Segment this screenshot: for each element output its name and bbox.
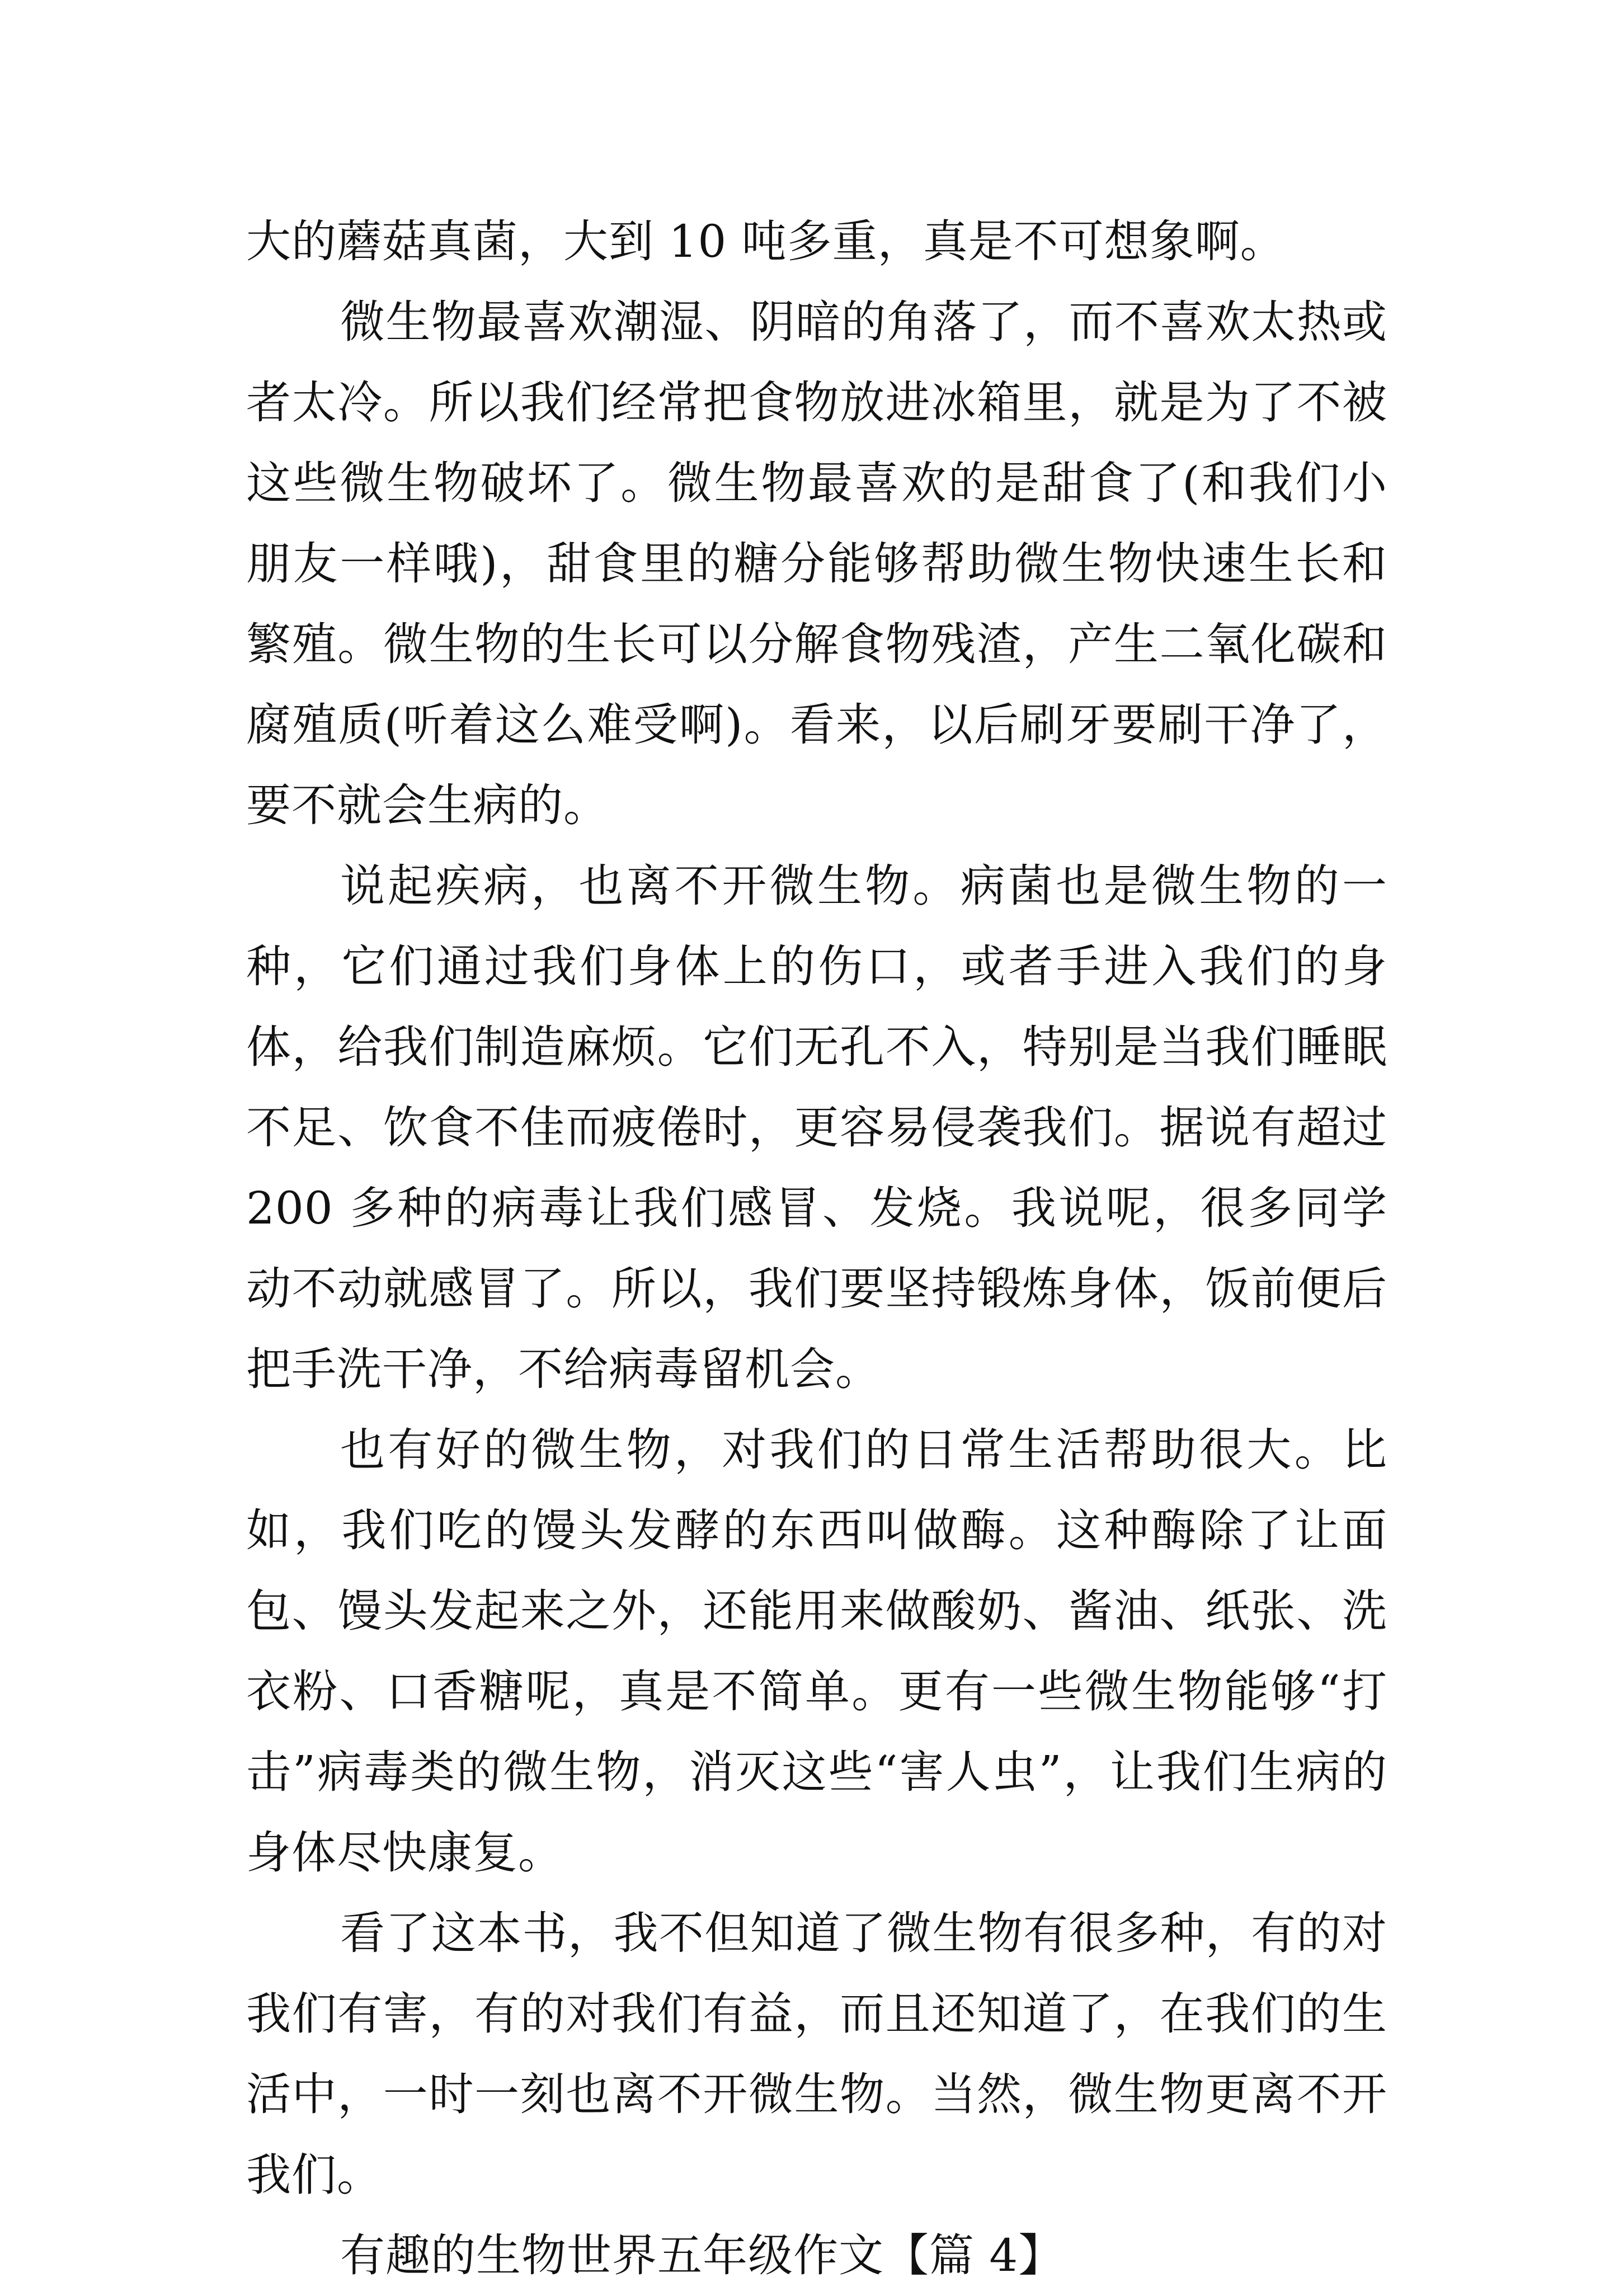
paragraph-good-microbes: 也有好的微生物，对我们的日常生活帮助很大。比如，我们吃的馒头发酵的东西叫做酶。这种酶除了让面包、馒头发起来之外，还能用来做酸奶、酱油、纸张、洗衣粉、口香糖呢，真是不简单。更有一些微生物能够“打击”病毒类的微生物，消灭这些“害人虫”，让我们生病的身体尽快康复。	[246, 1424, 1387, 1879]
paragraph-continuation: 大的蘑菇真菌，大到 10 吨多重，真是不可想象啊。	[246, 215, 1286, 267]
paragraph-conclusion: 看了这本书，我不但知道了微生物有很多种，有的对我们有害，有的对我们有益，而且还知道了，在我们的生活中，一时一刻也离不开微生物。当然，微生物更离不开我们。	[246, 1907, 1387, 2201]
section-heading: 有趣的生物世界五年级作文【篇 4】	[340, 2229, 1064, 2281]
document-body	[246, 201, 1387, 2296]
paragraph-microbe-habitat: 微生物最喜欢潮湿、阴暗的角落了，而不喜欢太热或者太冷。所以我们经常把食物放进冰箱里，就是为了不被这些微生物破坏了。微生物最喜欢的是甜食了(和我们小朋友一样哦)，甜食里的糖分能够帮助微生物快速生长和繁殖。微生物的生长可以分解食物残渣，产生二氧化碳和腐殖质(听着这么难受啊)。看来，以后刷牙要刷干净了，要不就会生病的。	[246, 296, 1387, 831]
paragraph-microbe-disease: 说起疾病，也离不开微生物。病菌也是微生物的一种，它们通过我们身体上的伤口，或者手进入我们的身体，给我们制造麻烦。它们无孔不入，特别是当我们睡眠不足、饮食不佳而疲倦时，更容易侵袭我们。据说有超过 200 多种的病毒让我们感冒、发烧。我说呢，很多同学动不动就感冒了。所以，我们要坚持锻炼身体，饭前便后把手洗干净，不给病毒留机会。	[246, 860, 1387, 1395]
